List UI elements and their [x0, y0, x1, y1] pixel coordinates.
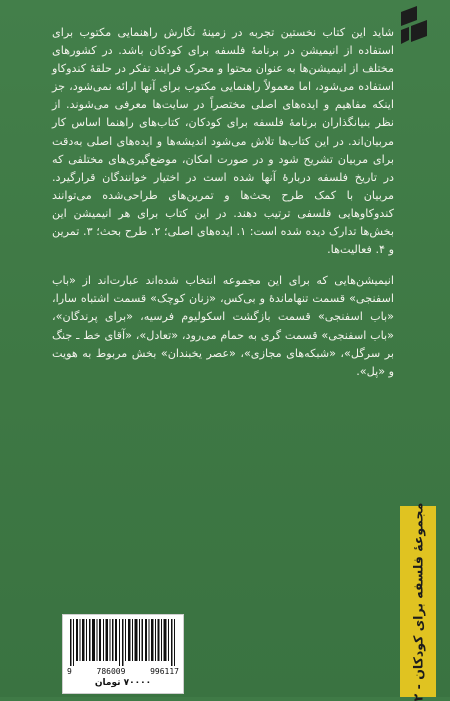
description-paragraph-1: شاید این کتاب نخستین تجربه در زمینهٔ نگارش راهنمایی مکتوب برای استفاده از انیمیشن در برنامهٔ فلسفه برای کودکان باشد. در کشورهای مختلف از انیمیشن‌ها به عنوان محتوا و محرک فرایند تفکر در حلقهٔ کندوکاو استفاده می‌شود، اما معمولاً راهنمایی مکتوب برای آنها ارائه نمی‌شود، جز اینکه مفاهیم و ایده‌های اصلی مختصراً در سایت‌ها معرفی می‌شوند. از نظر بنیانگذاران برنامهٔ فلسفه برای کودکان، کتاب‌های راهنما اساس کار مربیان‌اند. در این کتاب‌ها تلاش می‌شود اندیشه‌ها و ایده‌های اصلی به‌دقت برای مربیان تشریح شود و در صورت امکان، موضع‌گیری‌های مختلفی که در تاریخ فلسفه دربارهٔ آنها شده است در اختیار خوانندگان قرارگیرد. مربیان با کمک طرح بحث‌ها و تمرین‌های طراحی‌شده می‌توانند کندوکاوهایی فلسفی ترتیب دهند. در این کتاب برای هر انیمیشن این بخش‌ها تدارک دیده شده است: ۱. ایده‌های اصلی؛ ۲. طرح بحث؛ ۳. تمرین و ۴. فعالیت‌ها.: [52, 26, 395, 257]
description-paragraph-2: انیمیشن‌هایی که برای این مجموعه انتخاب شده‌اند عبارت‌اند از «باب اسفنجی» قسمت تنهاماندهٔ و بی‌کس، «زنان کوچک» قسمت اشتباه سارا، «باب اسفنجی» قسمت بازگشت اسکولیوم فرسیه، «برای پرندگان»، «باب اسفنجی» قسمت گری به حمام می‌رود، «تعادل»، «آقای خط ـ جنگ بر سرگل»، «شبکه‌های مجازی»، «عصر یخبندان» بخش مربوط به هویت و «پل».: [52, 274, 394, 378]
isbn-prefix: 9: [67, 667, 72, 676]
isbn-group-2: 996117: [150, 667, 179, 676]
isbn-number: [67, 667, 179, 676]
series-title: مجموعهٔ فلسفه برای کودکان - ۲: [410, 502, 426, 701]
publisher-logo-icon: [397, 6, 431, 46]
barcode-icon: [68, 619, 178, 666]
isbn-group-1: 786009: [96, 667, 126, 676]
description-text: [52, 24, 394, 381]
price-label: ۷۰۰۰۰ تومان: [94, 678, 152, 688]
barcode-label: [62, 614, 184, 694]
series-tab: [400, 502, 436, 701]
